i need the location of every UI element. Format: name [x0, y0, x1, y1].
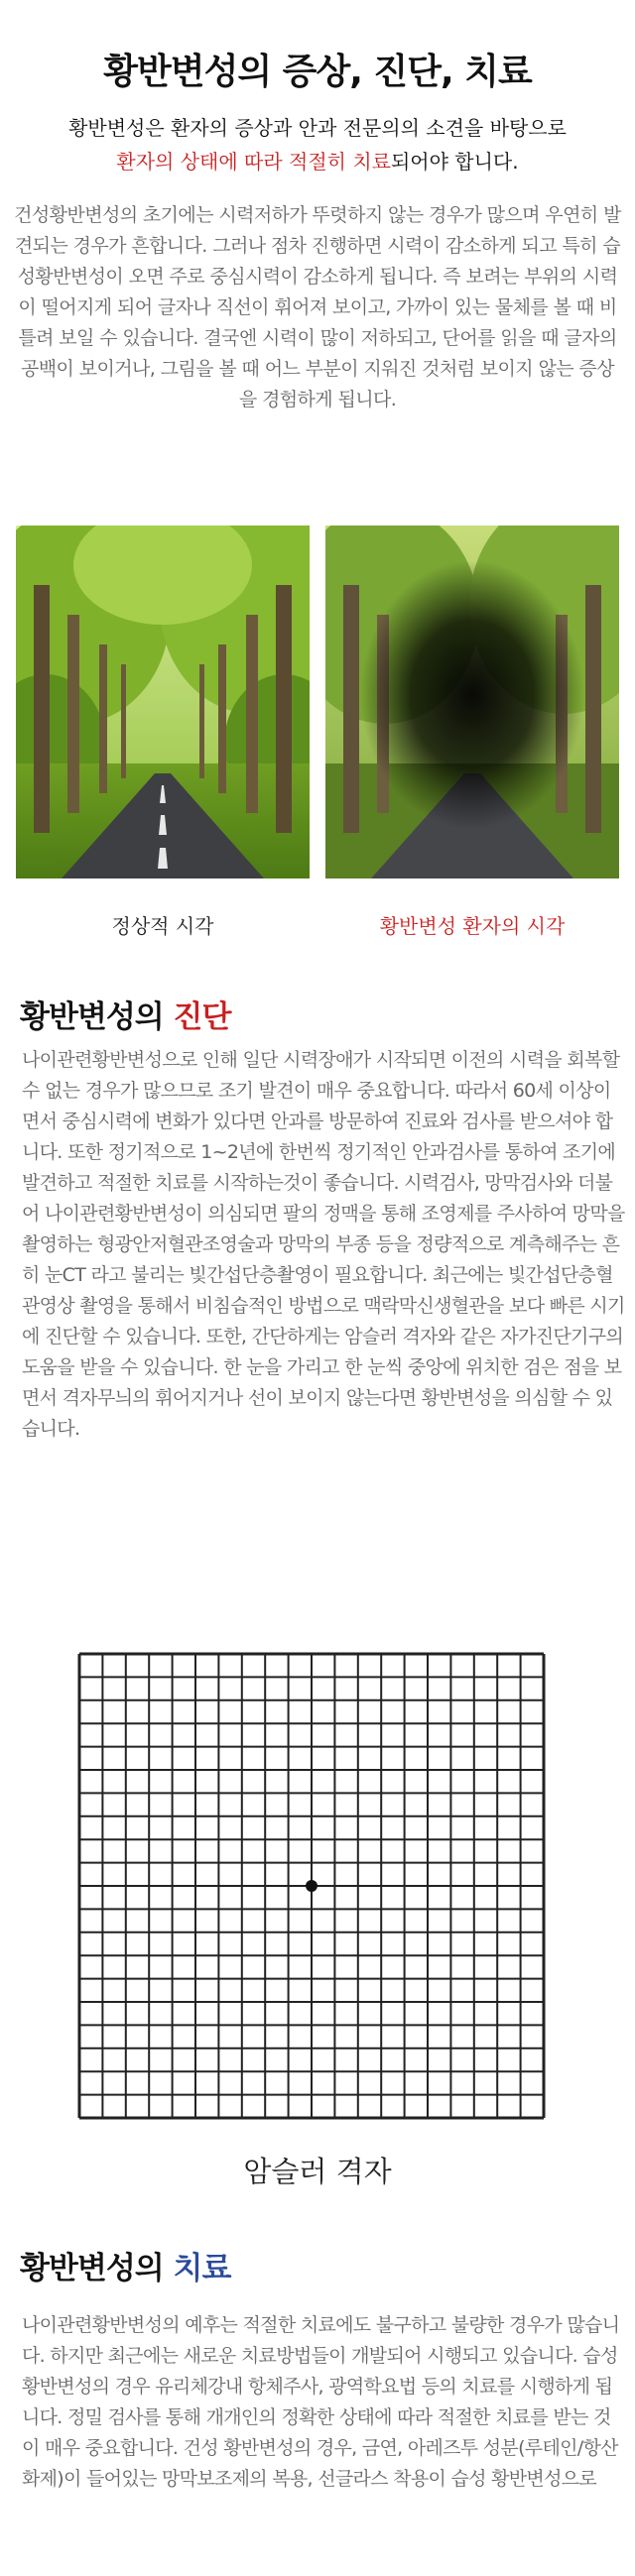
treatment-paragraph: 나이관련황반변성의 예후는 적절한 치료에도 불구하고 불량한 경우가 많습니다. 하지만 최근에는 새로운 치료방법들이 개발되어 시행되고 있습니다. 습성 황반변성의 경우 유리체강내 항체주사, 광역학요법 등의 치료를 시행하게 됩니다. 정밀 검사를 통해 개개인의 정확한 상태에 따라 적절한 치료를 받는 것이 매우 중요합니다. 건성 황반변성의 경우, 금연, 아레즈투 성분(루테인/항산화제)이 들어있는 망막보조제의 복용, 선글라스 착용이 습성 황반변성으로 [22, 2314, 620, 2490]
diagnosis-heading-prefix: 황반변성의 [20, 999, 174, 1035]
patient-vision-caption: 황반변성 환자의 시각 [379, 914, 566, 938]
subtitle-line-1: 황반변성은 환자의 증상과 안과 전문의의 소견을 바탕으로 [68, 116, 567, 140]
diagnosis-heading [20, 992, 230, 1036]
normal-vision-image [16, 526, 310, 878]
amsler-grid-caption: 암슬러 격자 [243, 2155, 392, 2188]
page-subtitle [0, 111, 635, 178]
diagnosis-paragraph: 나이관련황반변성으로 인해 일단 시력장애가 시작되면 이전의 시력을 회복할 수 없는 경우가 많으므로 조기 발견이 매우 중요합니다. 따라서 60세 이상이면서 중심시력에 변화가 있다면 안과를 방문하여 진료와 검사를 받으셔야 합니다. 또한 정기적으로 1~2년에 한번씩 정기적인 안과검사를 통하여 조기에 발견하고 적절한 치료를 시작하는것이 좋습니다. 시력검사, 망막검사와 더불어 나이관련황반변성이 의심되면 팔의 정맥을 통해 조영제를 주사하여 망막을 촬영하는 형광안저혈관조영술과 망막의 부종 등을 정량적으로 계측해주는 흔히 눈CT 라고 불리는 빛간섭단층촬영이 필요합니다. 최근에는 빛간섭단층혈관영상 촬영을 통해서 비침습적인 방법으로 맥락막신생혈관을 보다 빠른 시기에 진단할 수 있습니다. 또한, 간단하게는 암슬러 격자와 같은 자가진단기구의 도움을 받을 수 있습니다. 한 눈을 가리고 한 눈씩 중앙에 위치한 검은 점을 보면서 격자무늬의 휘어지거나 선이 보이지 않는다면 황반변성을 의심할 수 있습니다. [22, 1049, 625, 1440]
page-title: 황반변성의 증상, 진단, 치료 [103, 52, 532, 92]
treatment-heading [20, 2243, 230, 2287]
treatment-heading-prefix: 황반변성의 [20, 2251, 174, 2286]
subtitle-highlight: 환자의 상태에 따라 적절히 치료 [116, 150, 391, 174]
macular-degeneration-vision-image [325, 526, 619, 878]
intro-paragraph: 건성황반변성의 초기에는 시력저하가 뚜렷하지 않는 경우가 많으며 우연히 발견되는 경우가 흔합니다. 그러나 점차 진행하면 시력이 감소하게 되고 특히 습성황반변성이 오면 주로 중심시력이 감소하게 됩니다. 즉 보려는 부위의 시력이 떨어지게 되어 글자나 직선이 휘어져 보이고, 가까이 있는 물체를 볼 때 비틀려 보일 수 있습니다. 결국엔 시력이 많이 저하되고, 단어를 읽을 때 글자의 공백이 보이거나, 그림을 볼 때 어느 부분이 지워진 것처럼 보이지 않는 증상을 경험하게 됩니다. [14, 204, 621, 410]
treatment-heading-accent: 치료 [173, 2251, 231, 2286]
center-dot [306, 1880, 318, 1892]
amsler-grid [77, 1652, 546, 2120]
diagnosis-heading-accent: 진단 [173, 999, 231, 1035]
normal-vision-caption: 정상적 시각 [111, 914, 214, 938]
subtitle-line-2-rest: 되어야 합니다. [390, 150, 519, 174]
